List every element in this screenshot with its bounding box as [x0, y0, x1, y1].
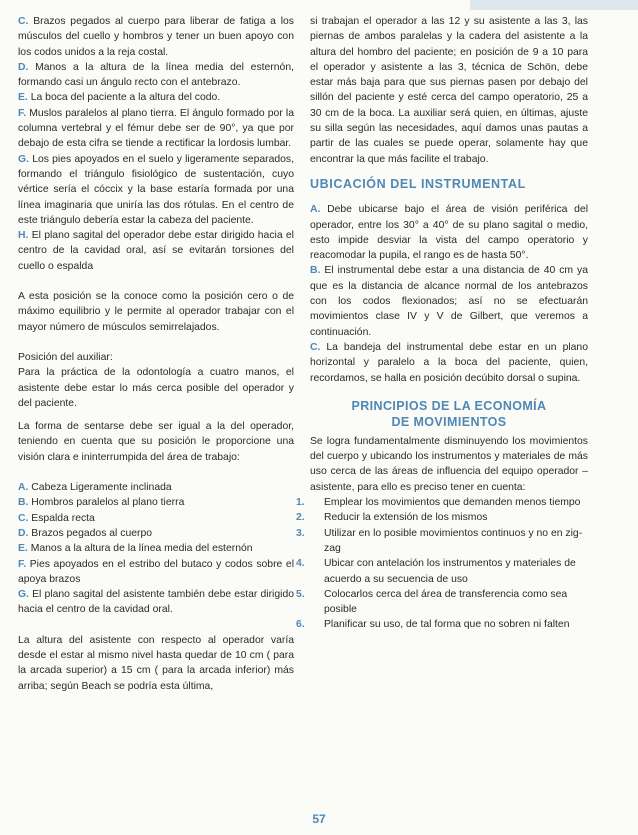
list-item: G. El plano sagital del asistente también debe estar dirigido hacia el centro de la cavidad oral. — [18, 589, 294, 616]
list-item: F. Muslos paralelos al plano tierra. El ángulo formado por la columna vertebral y el fémur debe ser de 90°, ya que por debajo de esta cifra se tiende a rectificar la lordosis lumbar. — [18, 107, 294, 150]
paragraph-continuation: si trabajan el operador a las 12 y su asistente a las 3, las piernas de ambos paralelas y la cadera del asistente a la altura del hombro del paciente; en posición de 9 a 10 para el operador y asistente a las 3, técnica de Schön, debe estar más baja para que sus piernas pasen por debajo del sillón del paciente y esté cerca del campo operatorio, 25 a 30 cm de la boca. La auxiliar será quien, en últimas, ajuste su silla según las necesidades, aquí damos unas pautas a partir de las cuales se puede operar, solamente hay que encontrar la que más facilite el trabajo. — [310, 16, 588, 165]
heading-line-1: PRINCIPIOS DE LA ECONOMÍA — [351, 398, 547, 413]
section-heading-principios — [310, 398, 588, 430]
subheading-auxiliar: Posición del auxiliar: — [18, 351, 113, 363]
list-item: D. Manos a la altura de la línea media del esternón, formando casi un ángulo recto con el antebrazo. — [18, 61, 294, 89]
list-item: G. Los pies apoyados en el suelo y ligeramente separados, formando el triángulo fisiológico de sustentación, cuyo vértice sería el cóccix y la base estaría formada por una línea imaginaria que uniría las dos rótulas. En el centro de este triángulo debería estar la cabeza del paciente. — [18, 153, 295, 226]
list-item: H. El plano sagital del operador debe estar dirigido hacia el centro de la cavidad oral, así se evitarán torsiones del cuello o espalda — [18, 230, 294, 272]
numbered-item: 5. Colocarlos cerca del área de transferencia como sea posible — [296, 588, 568, 616]
list-item: D. Brazos pegados al cuerpo — [18, 527, 153, 539]
paragraph-auxiliar: Para la práctica de la odontología a cuatro manos, el asistente debe estar lo más cerca posible del operador y del paciente. — [18, 367, 294, 409]
numbered-item: 2. Reducir la extensión de los mismos — [296, 512, 488, 524]
list-item: E. Manos a la altura de la línea media del esternón — [18, 543, 253, 555]
heading-line-2: DE MOVIMIENTOS — [391, 414, 507, 429]
top-corner-bar — [470, 0, 638, 10]
section-heading-instrumental: UBICACIÓN DEL INSTRUMENTAL — [310, 176, 526, 191]
list-item: C. La bandeja del instrumental debe estar en un plano horizontal y paralelo a la boca del paciente, quien, recordamos, se halla en posición decúbito dorsal o supina. — [310, 341, 588, 384]
numbered-item: 3. Utilizar en lo posible movimientos continuos y no en zig-zag — [296, 527, 583, 554]
paragraph-principios: Se logra fundamentalmente disminuyendo los movimientos del cuerpo y ubicando los instrumentos y materiales de más uso cerca de las áreas de influencia del equipo operador – asistente, para ello es preciso tener en cuenta: — [310, 435, 588, 493]
list-item: F. Pies apoyados en el estribo del butaco y codos sobre el apoya brazos — [18, 558, 295, 585]
list-item: A. Cabeza Ligeramente inclinada — [18, 482, 172, 494]
page-number: 57 — [312, 812, 326, 826]
numbered-item: 1. Emplear los movimientos que demanden menos tiempo — [296, 497, 581, 509]
numbered-item: 4. Ubicar con antelación los instrumentos y materiales de acuerdo a su secuencia de uso — [296, 558, 576, 585]
paragraph-altura: La altura del asistente con respecto al operador varía desde el estar al mismo nivel hasta quedar de 10 cm ( para la arcada superior) a 15 cm ( para la arcada inferior) más arriba; según Beach se podría esta última, — [18, 634, 294, 692]
list-item: C. Espalda recta — [18, 512, 95, 524]
list-item: B. Hombros paralelos al plano tierra — [18, 497, 185, 509]
list-item: C. Brazos pegados al cuerpo para liberar de fatiga a los músculos del cuello y hombros y tener un buen apoyo con los codos unidos a la reja costal. — [18, 16, 294, 58]
paragraph-forma: La forma de sentarse debe ser igual a la del operador, teniendo en cuenta que su posición le proporcione una visión clara e ininterrumpida del área de trabajo: — [18, 421, 294, 463]
right-column — [296, 14, 589, 633]
list-item: A. Debe ubicarse bajo el área de visión periférica del operador, entre los 30° a 40° de su plano sagital o medio, esto impide desviar la vista del campo operatorio y reacomodar la pupila, el rango es de hasta 50°. — [310, 204, 589, 262]
numbered-item: 6. Planificar su uso, de tal forma que no sobren ni falten — [296, 619, 570, 631]
list-item: E. La boca del paciente a la altura del codo. — [18, 92, 221, 104]
list-item: B. El instrumental debe estar a una distancia de 40 cm ya que es la distancia de alcance normal de los antebrazos con los codos flexionados; así no se efectuarán movimientos clase IV y V de Gilbert, que veremos a continuación. — [310, 265, 588, 338]
left-column — [18, 14, 294, 694]
paragraph-posicion-cero: A esta posición se la conoce como la posición cero o de máximo equilibrio y le permite al operador trabajar con el mayor número de músculos semirrelajados. — [18, 291, 294, 333]
